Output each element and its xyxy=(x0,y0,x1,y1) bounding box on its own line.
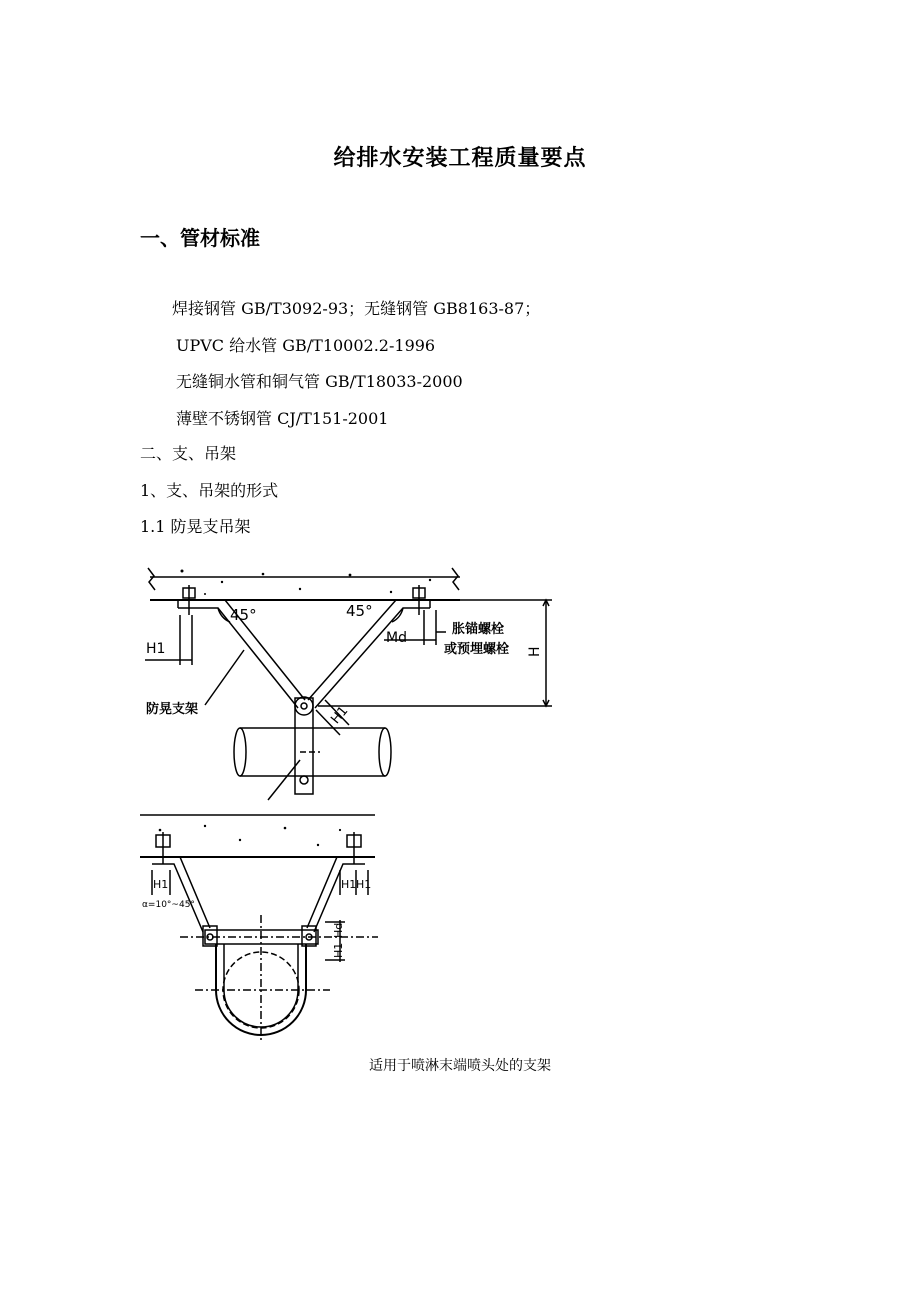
alpha-angle-label: α=10°~45° xyxy=(142,900,195,910)
h-dimension-label: H xyxy=(527,646,543,657)
embedded-bolt-label: 或预埋螺栓 xyxy=(444,642,510,657)
subheading-anti-sway-support: 1.1 防晃支吊架 xyxy=(140,517,251,536)
h1-diagonal-label: H1 xyxy=(328,703,352,728)
anti-sway-bracket-label: 防晃支架 xyxy=(146,702,199,717)
h1-vertical-label: H1 xyxy=(332,942,345,958)
standard-line-2: UPVC 给水管 GB/T10002.2-1996 xyxy=(176,336,436,355)
md-dimension-label: Md xyxy=(386,630,407,646)
document-title: 给排水安装工程质量要点 xyxy=(333,145,587,171)
hd-dimension-label: Hd xyxy=(332,922,345,938)
standard-line-3: 无缝铜水管和铜气管 GB/T18033-2000 xyxy=(176,372,463,391)
section-heading-pipe-standards: 一、管材标准 xyxy=(140,226,260,250)
section-heading-supports: 二、支、吊架 xyxy=(140,444,237,463)
standard-line-4: 薄壁不锈钢管 CJ/T151-2001 xyxy=(176,409,389,428)
expansion-bolt-label: 胀锚螺栓 xyxy=(452,622,505,637)
h1-right-label-a: H1 xyxy=(341,878,357,891)
angle-left-label: 45° xyxy=(230,606,257,624)
h1-left-label: H1 xyxy=(153,878,169,891)
figure-caption: 适用于喷淋末端喷头处的支架 xyxy=(369,1058,551,1074)
standard-line-1: 焊接钢管 GB/T3092-93；无缝钢管 GB8163-87； xyxy=(172,299,541,318)
angle-right-label: 45° xyxy=(346,602,373,620)
h1-dimension-label: H1 xyxy=(146,641,166,657)
subheading-support-forms: 1、支、吊架的形式 xyxy=(140,481,279,500)
h1-right-label-b: H1 xyxy=(356,878,372,891)
